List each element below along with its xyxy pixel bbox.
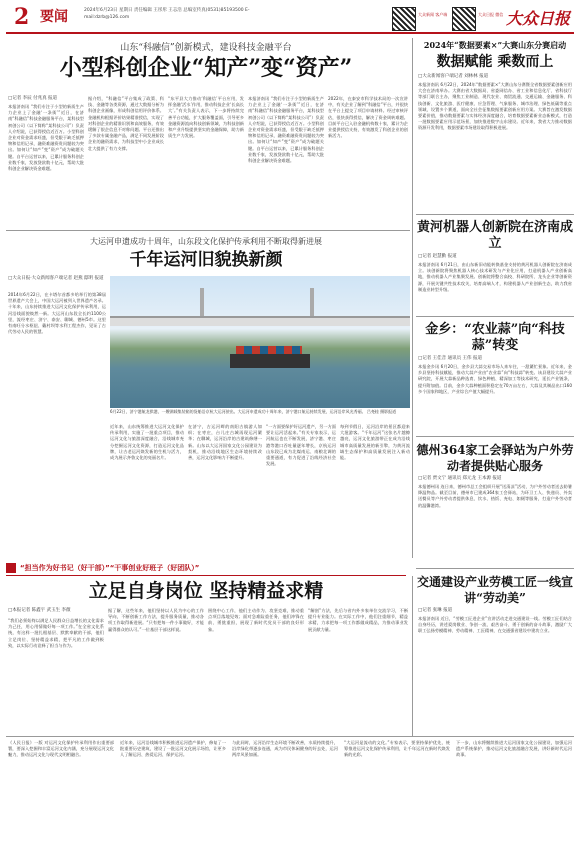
garlic-headline: 金乡：“农业蒜”向“科技蒜”转变 (425, 322, 565, 353)
garlic-byline: □记者 王佳音 通讯员 王伟 报道 (418, 356, 482, 361)
lead-headline: 小型科创企业“知产”变“资产” (59, 55, 353, 81)
lower-column: “我们必须始终以满足人民群众日益增长的文化需求为己任，用心用情做好每一项工作。”在全省文化系统，有这样一批扎根基层、默默奉献的干部，他们立足岗位、坚持精益求精，把平凡的工作做到极致，以实际行动诠释了担当与作为。 (8, 618, 104, 648)
banner-tag-icon (6, 563, 16, 573)
lead-column: 本报济南讯 “我们专注于小型的新质生产力企业上了金融‘一条街’”近日，在济南“科融信”科技金融服务平台，某科技型初创公司（以下简称“某科技公司”）负责人介绍说，已获得授信近百万。小型科创企业对资金需求旺盛，但受限于缺乏抵押物和信用记录，融资难融资贵问题较为突出。如何让“知产”变“资产”成为破题关键。自平台运营以来，已累计服务科创企业数千家，发放贷款数十亿元，帮助大批科创企业解决资金难题。 (8, 104, 84, 172)
column-divider (412, 576, 413, 736)
lower-column: 围绕中心工作，他们主动作为、攻坚克难，推动重点项目落地见效；面对急难险重任务，他们冲锋在前、勇挑重担，展现了新时代党员干部的良好形象。 (208, 608, 304, 632)
robot-body: 本报济南讯 6月21日，由山东新旧动能转换基金支持的黄河机器人创新院在济南成立。该创新院将聚焦机器人核心技术研发与产业化应用，打造机器人产业创新高地，推动机器人产业集聚发展。创新院将整合高校、科研院所、龙头企业等创新资源，开展关键共性技术攻关，培育高端人才，构建机器人产业创新生态，助力我省制造业转型升级。 (418, 262, 572, 292)
right-top-headline: 数据赋能 乘数而上 (436, 54, 554, 70)
column-banner (6, 562, 406, 574)
feature-column: 近年来，山东统筹推进大运河文化保护传承利用，实施了一批重点项目，推动运河文化与旅游深度融合，沿线城市充分挖掘运河文化资源，打造运河文化品牌，让古老运河焕发新的生机与活力，成为展示齐鲁文化的亮丽名片。 (110, 424, 184, 461)
section-divider (416, 436, 574, 437)
newspaper-logo: 大众日报 (505, 9, 570, 28)
right-top-body: 本报济南讯 6月22日，2024年“数据要素×”大赛山东分赛暨全省数据要素创新应用大会在济南举办。大赛由省大数据局、省委网信办、省工业和信息化厅、省科技厅等部门联合主办，聚焦工业制造、现代农业、商贸流通、交通运输、金融服务、科技创新、文化旅游、医疗健康、应急管理、气象服务、城市治理、绿色低碳等重点领域，设置多个赛道，面向全社会征集数据要素创新应用方案。大赛旨在激发数据要素价值，推动数据要素与实体经济深度融合，培育数据要素新业态新模式，打造一批数据要素应用示范场景，加快推进数字山东建设。近年来，我省大力推动数据资源开发利用，数据要素市场建设取得积极进展。 (418, 82, 572, 131)
banner-rule (6, 575, 406, 576)
issue-meta: 2024年6月23日 星期日 责任编辑 王彤彤 王志浩 总编室传真(0531)85193500 E-mail:dzrb@126.com (84, 8, 250, 20)
qr2-label: 大众日报 微信 (478, 12, 504, 17)
labor-byline: □记者 张琳 报道 (418, 608, 453, 613)
section-divider (6, 736, 574, 737)
feature-kicker: 大运河申遗成功十周年，山东段文化保护传承利用不断取得新进展 (90, 237, 322, 246)
feature-headline: 千年运河旧貌换新颜 (129, 250, 283, 270)
feature-column: 在济宁，古运河畔的南阳古镇游人如织；在枣庄，台儿庄古城再现运河繁华；在聊城，运河沿岸的古建筑修缮一新。山东以大运河国家文化公园建设为契机，推动沿线地区生态环境持续改善，运河文化影响力不断提升。 (188, 424, 262, 461)
masthead (6, 4, 574, 34)
lead-column: 据介绍，“科融信”平台集成了政策、科技、金融等各类资源，通过大数据分析为科创企业画像，形成科创信用评价体系。金融机构根据评价结果精准授信，实现了对科创企业的精准识别和高效服务，有效缓解了银企信息不对称问题。平台还推出了多款专属金融产品，满足不同发展阶段企业的融资需求，为科技型中小企业成长壮大提供了有力支撑。 (88, 96, 164, 151)
banner-text: “担当作为好书记（好干部）”“干事创业好班子（好团队）” (20, 564, 200, 572)
canal-photo (110, 276, 410, 408)
cargo-ship (230, 354, 310, 368)
lower-column: 据了解，这些年来，他们坚持以人民为中心的工作导向，不断创新工作方法，提升服务质量，推动各项工作取得新进展。“只有把每一件小事做好，才能赢得群众的认可。”一位基层干部这样说。 (108, 608, 204, 632)
feature-column: 每到节假日，运河沿岸的景区都迎来大批游客。“千年运河”这张名片越擦越亮，运河文化旅游带正在成为沿线城市高质量发展的新引擎，为黄河流域生态保护和高质量发展注入新动能。 (340, 424, 410, 461)
garlic-body: 本报金乡讯 6月20日，金乡县大蒜交易市场人来车往，一派繁忙景象。近年来，金乡县坚持科技赋能，推动大蒜产业由“农业蒜”向“科技蒜”转变。该县建设大蒜产业研究院，开展大蒜新品种选育、绿色种植、精深加工等技术研究，延长产业链条，提升附加值。目前，金乡大蒜种植面积稳定在70万亩左右，大蒜及其制品出口160多个国家和地区，产业综合产值大幅提升。 (418, 364, 572, 394)
feature-column: “一方面要保护好运河遗产，另一方面要让运河活起来。”有关专家表示，运河航运也在不断发展，济宁港、枣庄港等港口吞吐量逐年增长，京杭运河山东段已成为北煤南运、南粮北调的重要通道，有力促进了沿线经济社会发展。 (266, 424, 336, 467)
right-top-kicker: 2024年“数据要素×”大赛山东分赛启动 (423, 40, 567, 50)
union-byline: □记者 贾文宁 通讯员 郑元龙 王本源 报道 (418, 476, 502, 481)
bottom-column: “大运河是流动的文化。”专家表示，要坚持保护优先，统筹推进运河文化保护传承利用，让千年运河在新时代焕发新的光彩。 (344, 740, 450, 758)
lead-column: “东平县大力推动‘科融信’平台应用，发挥金融‘活水’作用，推动科技企业‘长高长大’。”有关负责人表示，下一步将持续完善平台功能，扩大服务覆盖面，引导更多金融资源流向科技创新领域，为科技创新和产业升级提供坚实的金融保障，助力新质生产力发展。 (168, 96, 244, 139)
section-divider (416, 214, 574, 215)
bridge-tower (200, 288, 204, 318)
qr-code-icon[interactable] (392, 7, 416, 31)
photo-caption: 6月22日，济宁港航龙拱港，一艘满载集装箱的货船沿京杭大运河驶出。大运河申遗成功十周年来，济宁港口航运持续发展，运河沿岸风光秀丽。 吕尧桂 摄影报道 (110, 409, 397, 414)
lower-column: “解剖”方法，先后与省内外多家单位交流学习，不断提升专业能力。在实际工作中，他们注重细节，精益求精，力求把每一项工作都做成精品，为推动事业发展贡献力量。 (308, 608, 408, 632)
qr1-label: 大众新闻 客户端 (418, 12, 448, 17)
section-divider (416, 316, 574, 317)
lead-kicker: 山东“科融信”创新模式，建设科技金融平台 (120, 43, 292, 53)
qr-code-icon[interactable] (452, 7, 476, 31)
lower-byline: □本报记者 陈鑫宇 武玉生 李薇 (8, 608, 71, 613)
section-divider (416, 568, 574, 569)
lead-column: 本报济南讯 “我们专注于小型的新质生产力企业上了金融‘一条街’”近日，在济南“科融信”科技金融服务平台，某科技型初创公司（以下简称“某科技公司”）负责人介绍说，已获得授信近百万。小型科创企业对资金需求旺盛，但受限于缺乏抵押物和信用记录，融资难融资贵问题较为突出。如何让“知产”变“资产”成为破题关键。自平台运营以来，已累计服务科创企业数千家，发放贷款数十亿元，帮助大批科创企业解决资金难题。 (248, 96, 324, 164)
bottom-column: 近年来，运河沿线城市积极推进运河遗产保护，修复了一批重要历史建筑，建设了一批运河文化展示场馆，让更多人了解运河、热爱运河、保护运河。 (120, 740, 226, 758)
labor-body: 本报济南讯 近日，“劳模工匠进企业”宣讲活动走进交通建设一线。劳模工匠们结合自身经历，讲述爱岗敬业、争创一流、艰苦奋斗、勇于创新的奋斗故事，激励广大职工弘扬劳模精神、劳动精神、工匠精神，在交通强省建设中建功立业。 (418, 616, 572, 634)
union-body: 本报德州讯 连日来，德州市总工会组织开展“送清凉”活动，为户外劳动者送去防暑降温物品。截至目前，德州市已建成364家工会驿站，为环卫工人、快递员、外卖送餐员等户外劳动者提供休息、饮水、热饭、充电、如厕等服务，打造户外劳动者的温馨港湾。 (418, 484, 572, 508)
robot-byline: □记者 赵慧勤 报道 (418, 254, 457, 259)
robot-headline: 黄河机器人创新院在济南成立 (416, 220, 573, 251)
lead-byline: □记者 李辰 付兆真 报道 (8, 96, 58, 101)
union-headline: 德州364家工会驿站为户外劳动者提供贴心服务 (416, 443, 574, 473)
bridge-tower (310, 288, 314, 318)
page-number: 2 (14, 4, 30, 30)
feature-column: 2014年6月22日，在卡塔尔首都多哈举行的第38届世界遗产大会上，中国大运河被列入世界遗产名录。十年来，山东持续推进大运河文化保护传承利用，运河沿线面貌焕然一新。大运河山东段全长约1100公里，流经枣庄、济宁、泰安、聊城、德州5市。这里有南旺分水枢纽、戴村坝等水利工程杰作，见证了古代劳动人民的智慧。 (8, 292, 106, 335)
lead-column: 2022年，在泰安市科学技术局的一次宣讲中，有关企业了解到“科融信”平台，并很快在平台上提交了项目申请材料。经过审核评估，很快获得授信，解决了资金周转难题。目前平台已入驻金融机构数十家，累计为企业提供授信支持，有效激发了科创企业的创新活力。 (328, 96, 408, 139)
bottom-column: 下一步，山东将继续推进大运河国家文化公园建设，加强运河遗产系统保护，推动运河文化旅游融合发展，讲好新时代运河故事。 (456, 740, 572, 758)
section-divider (6, 230, 410, 231)
feature-byline: □大众日报·大众新闻客户端记者 赵燕 邸明 报道 (8, 276, 104, 281)
labor-headline: 交通建设产业劳模工匠一线宣讲“劳动美” (416, 575, 573, 605)
lower-headline: 立足自身岗位 坚持精益求精 (88, 580, 324, 602)
bottom-column: 《人民日报》一版 对运河文化保护传承利用作出重要部署，要深入挖掘和丰富运河文化内涵，充分展现运河文化魅力，推动运河文化与现代文明相融合。 (8, 740, 114, 758)
bridge (110, 316, 410, 326)
section-name: 要闻 (40, 9, 68, 25)
bottom-column: 与此同时，运河沿岸生态环境不断改善，水质持续提升，沿岸绿化带逐步连通，成为市民休闲健身的好去处，运河两岸风景如画。 (232, 740, 338, 758)
column-divider (412, 38, 413, 558)
right-top-byline: □大众新闻客户端记者 刘林林 报道 (418, 74, 489, 79)
